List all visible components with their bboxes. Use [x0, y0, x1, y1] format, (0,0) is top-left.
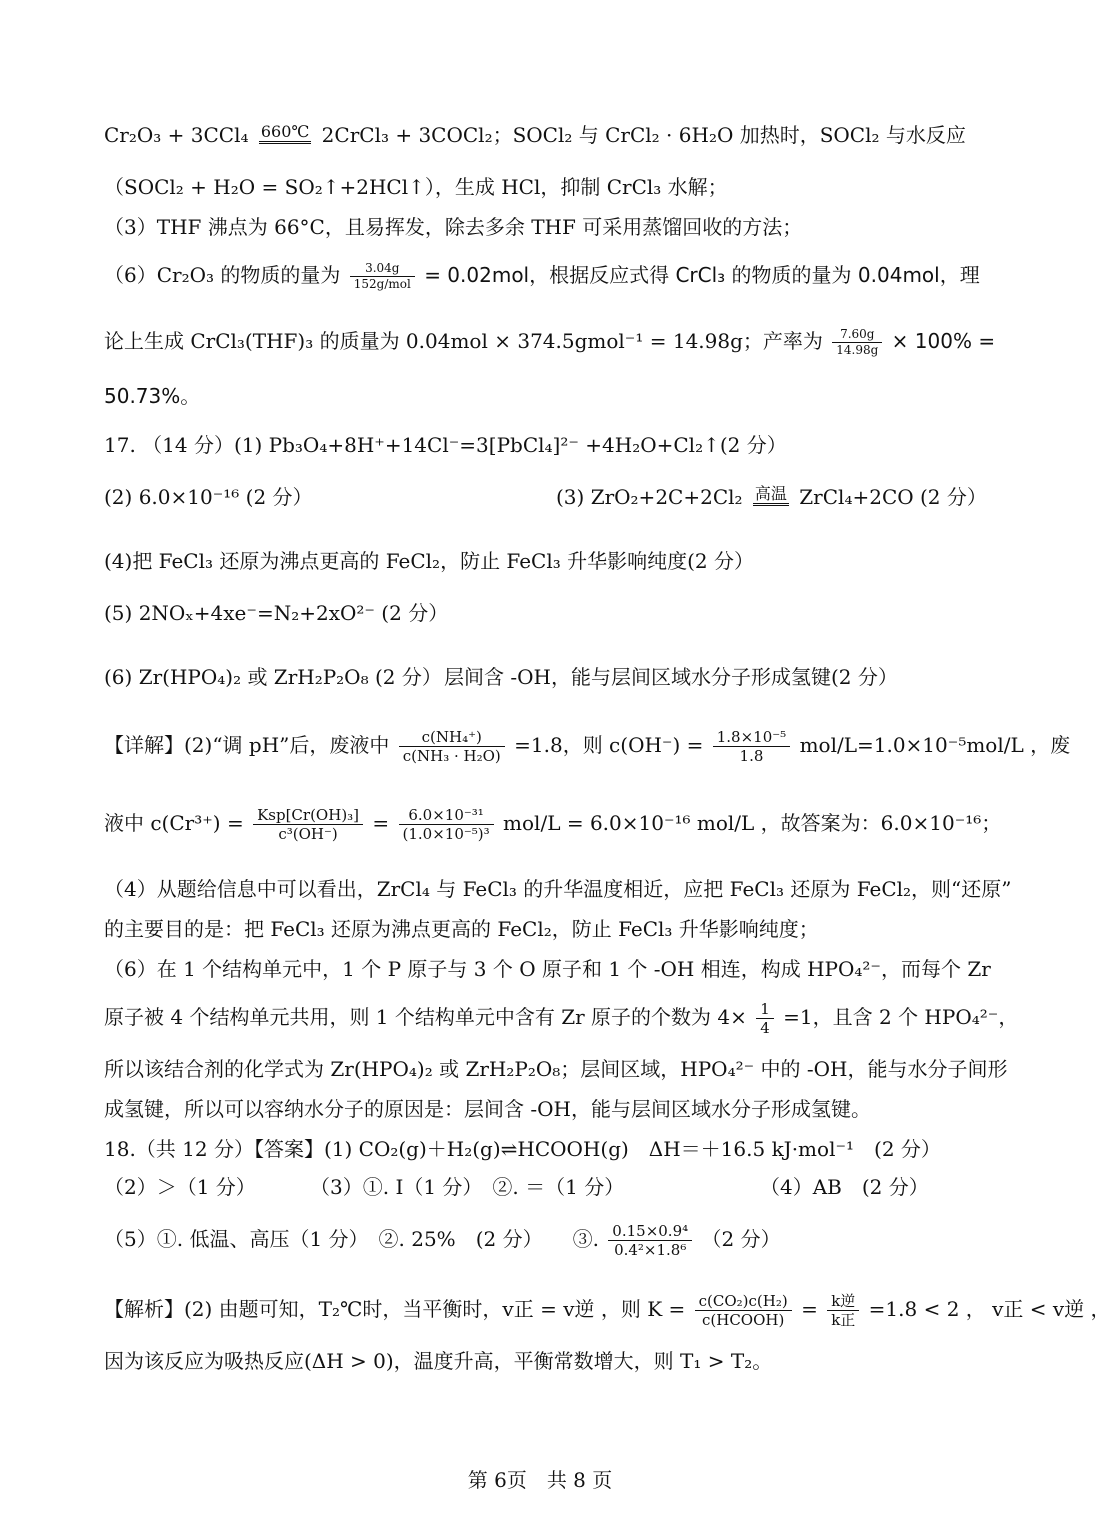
fraction: $\frac{1}{4}$: [756, 1000, 774, 1037]
q17-line-4: (4)把 FeCl₃ 还原为沸点更高的 FeCl₂，防止 FeCl₃ 升华影响纯度(2 分）: [104, 549, 755, 573]
line-4: （6）Cr₂O₃ 的物质的量为 3.04g 152g/mol = 0.02mol，根据反应式得 CrCl₃ 的物质的量为 0.04mol，理: [104, 261, 980, 291]
q17-line-1: 17. （14 分）(1) Pb₃O₄+8H⁺+14Cl⁻=3[PbCl₄]²⁻ +4H₂O+Cl₂↑(2 分）: [104, 433, 787, 457]
fraction: $\frac{\text{1.8×10⁻⁵}}{1.8}$: [713, 728, 790, 765]
q17-line-2: (2) 6.0×10⁻¹⁶ (2 分） (3) ZrO₂+2C+2Cl₂ 高温 ZrCl₄+2CO (2 分）: [104, 482, 980, 512]
fraction: $\frac{7.60g}{14.98g}$: [832, 327, 882, 358]
reaction-condition: 高温: [753, 485, 789, 512]
detail-line-6: 原子被 4 个结构单元共用，则 1 个结构单元中含有 Zr 原子的个数为 4× $\frac{1}{4}$ =1，且含 2 个 HPO₄²⁻，: [104, 1000, 1019, 1037]
q17-line-6: (6) Zr(HPO₄)₂ 或 ZrH₂P₂O₈ (2 分） 层间含 -OH，能与层间区域水分子形成氢键(2 分）: [104, 665, 898, 689]
detail-line-8: 成氢键，所以可以容纳水分子的原因是：层间含 -OH，能与层间区域水分子形成氢键。: [104, 1097, 871, 1121]
fraction: k逆 k正: [827, 1292, 859, 1329]
line-1: [104, 120, 980, 150]
fraction: 3.04g 152g/mol: [350, 261, 415, 292]
detail-line-3: （4）从题给信息中可以看出，ZrCl₄ 与 FeCl₃ 的升华温度相近，应把 FeCl₃ 还原为 FeCl₂，则“还原”: [104, 877, 1012, 901]
detail-line-5: （6）在 1 个结构单元中，1 个 P 原子与 3 个 O 原子和 1 个 -OH 相连，构成 HPO₄²⁻，而每个 Zr: [104, 957, 991, 981]
q18-line-1: 18.（共 12 分）【答案】(1) CO₂(g)＋H₂(g)⇌HCOOH(g) ΔH＝＋16.5 kJ·mol⁻¹ (2 分）: [104, 1137, 941, 1161]
analysis-line-2: 因为该反应为吸热反应(ΔH > 0)，温度升高，平衡常数增大，则 T₁ > T₂。: [104, 1349, 773, 1373]
line-3: （3）THF 沸点为 66°C，且易挥发，除去多余 THF 可采用蒸馏回收的方法；: [104, 215, 803, 239]
q17-line-5: (5) 2NOₓ+4xe⁻=N₂+2xO²⁻ (2 分）: [104, 601, 449, 625]
q17-part-3: (3) ZrO₂+2C+2Cl₂ 高温 ZrCl₄+2CO (2 分）: [556, 482, 987, 512]
line-2: （SOCl₂ + H₂O = SO₂↑+2HCl↑），生成 HCl，抑制 CrCl₃ 水解；: [104, 175, 728, 199]
q18-line-3: （5）①. 低温、高压（1 分） ②. 25% (2 分） ③. $\frac{\text{0.15×0.9⁴}}{\text{0.4²×1.8⁶}}$ （2 分）: [104, 1222, 781, 1259]
q18-line-2: （2）＞（1 分） （3）①. I（1 分） ②. ＝（1 分） （4）AB (2 分）: [104, 1175, 929, 1199]
line-6: 50.73%。: [104, 384, 201, 408]
equation-part: 2CrCl₃ + 3COCl₂；SOCl₂ 与 CrCl₂ · 6H₂O 加热时，SOCl₂ 与水反应: [321, 123, 966, 147]
reaction-condition: 660℃: [259, 123, 311, 150]
detail-line-1: 【详解】(2)“调 pH”后，废液中 $\frac{\text{c(NH₄⁺)}}{\text{c(NH₃ · H₂O)}}$ =1.8，则 c(OH⁻) = $\frac{\text{1.8×10⁻⁵}}{1.8}$ mol/L=1.0×10⁻⁵mol/L ，废: [104, 728, 1071, 765]
fraction: $\frac{\text{c(NH₄⁺)}}{\text{c(NH₃ · H₂O)}}$: [399, 728, 505, 765]
equation-part: Cr₂O₃ + 3CCl₄: [104, 123, 249, 147]
fraction: Ksp[Cr(OH)₃] c³(OH⁻): [253, 806, 363, 843]
fraction: $\frac{\text{0.15×0.9⁴}}{\text{0.4²×1.8⁶}}$: [608, 1222, 692, 1259]
detail-line-2: 液中 c(Cr³⁺) = Ksp[Cr(OH)₃] c³(OH⁻) = $\frac{\text{6.0×10⁻³¹}}{\text{(1.0×10⁻⁵)³}}$ mol/L = 6.0×10⁻¹⁶ mol/L ，故答案为：6.0×10⁻¹⁶；: [104, 806, 1002, 843]
detail-line-7: 所以该结合剂的化学式为 Zr(HPO₄)₂ 或 ZrH₂P₂O₈；层间区域，HPO₄²⁻ 中的 -OH，能与水分子间形: [104, 1057, 1008, 1081]
line-5: 论上生成 CrCl₃(THF)₃ 的质量为 0.04mol × 374.5gmol⁻¹ = 14.98g；产率为 $\frac{7.60g}{14.98g}$ × 100% =: [104, 327, 996, 357]
fraction: $\frac{\text{6.0×10⁻³¹}}{\text{(1.0×10⁻⁵)³}}$: [399, 806, 494, 843]
detail-line-4: 的主要目的是：把 FeCl₃ 还原为沸点更高的 FeCl₂，防止 FeCl₃ 升华影响纯度；: [104, 917, 819, 941]
fraction: c(CO₂)c(H₂) c(HCOOH): [695, 1292, 792, 1329]
analysis-line-1: 【解析】(2) 由题可知，T₂℃时，当平衡时，v正 = v逆 ，则 K = c(CO₂)c(H₂) c(HCOOH) = k逆 k正 =1.8 < 2 ， v正 < v逆 ，: [104, 1292, 1111, 1329]
page-number: 第 6页 共 8 页: [467, 1468, 613, 1492]
